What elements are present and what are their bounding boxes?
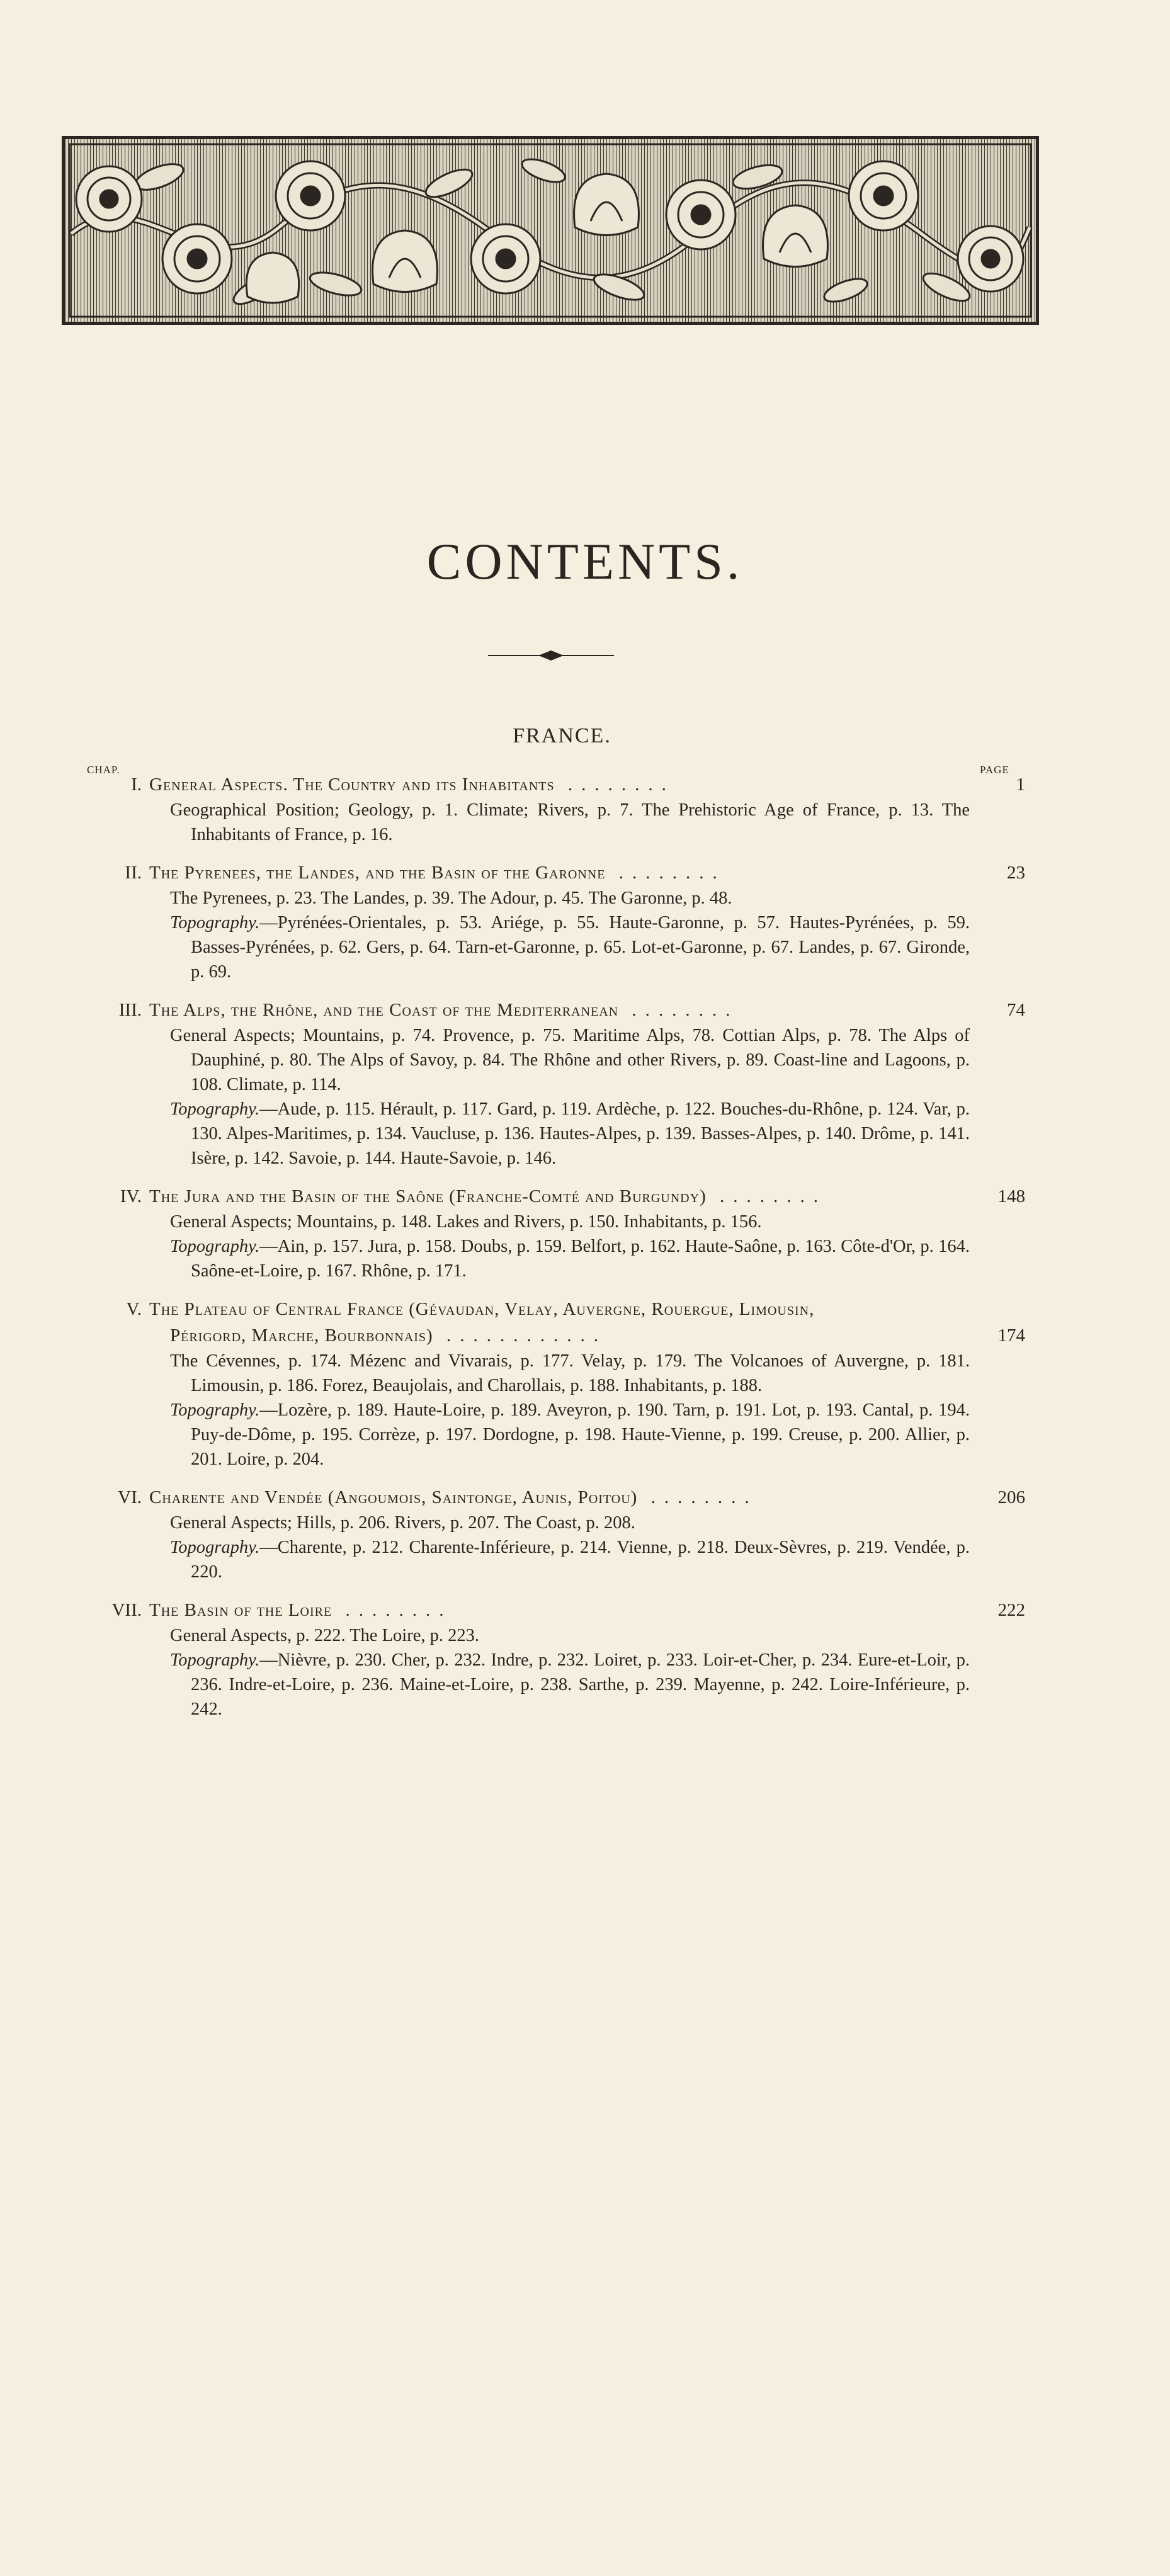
- chapter-heading-continued: [170, 1322, 607, 1349]
- chapter-heading-row: [69, 1296, 1025, 1322]
- chapter-page-number: 222: [997, 1600, 1025, 1620]
- toc-entry: [69, 1296, 1025, 1472]
- chapter-heading-row: [69, 1484, 1025, 1511]
- toc-entry: [69, 1183, 1025, 1283]
- table-of-contents: [69, 771, 1025, 1734]
- chapter-heading-continued-row: [69, 1322, 1025, 1349]
- toc-entry: [69, 771, 1025, 847]
- chapter-number: VII.: [111, 1600, 142, 1620]
- chapter-heading: [149, 1296, 814, 1322]
- chapter-heading-text: The Pyrenees, the Landes, and the Basin of the Garonne: [149, 863, 606, 883]
- leader-dots: ........: [605, 863, 726, 883]
- contents-text: General Aspects; Mountains, p. 148. Lakes and Rivers, p. 150. Inhabitants, p. 156.: [170, 1212, 762, 1232]
- chapter-heading: [149, 1183, 827, 1210]
- chapter-page-number: 206: [997, 1487, 1025, 1507]
- contents-text: —Pyrénées-Orientales, p. 53. Ariége, p. 55. Haute-Garonne, p. 57. Hautes-Pyrénées, p. 59. Basses-Pyrénées, p. 62. Gers, p. 64. Tarn-et-Garonne, p. 65. Lot-et-Garonne, p. 67. Landes, p. 67. Gironde, p. 69.: [191, 913, 970, 982]
- topography-label: Topography.: [170, 913, 260, 933]
- contents-paragraph: [170, 911, 970, 984]
- chapter-contents: [149, 886, 970, 984]
- chapter-heading-text: The Jura and the Basin of the Saône (Franche-Comté and Burgundy): [149, 1186, 707, 1206]
- chapter-number: III.: [118, 1000, 142, 1020]
- chapter-number: I.: [131, 775, 142, 795]
- floral-banner: [62, 136, 1039, 325]
- contents-text: General Aspects, p. 222. The Loire, p. 223.: [170, 1626, 479, 1645]
- chapter-heading-row: [69, 997, 1025, 1023]
- contents-paragraph: [170, 1097, 970, 1171]
- contents-text: —Lozère, p. 189. Haute-Loire, p. 189. Aveyron, p. 190. Tarn, p. 191. Lot, p. 193. Cantal, p. 194. Puy-de-Dôme, p. 195. Corrèze, p. 197. Dordogne, p. 198. Haute-Vienne, p. 199. Creuse, p. 200. Allier, p. 201. Loire, p. 204.: [191, 1400, 970, 1469]
- contents-text: —Ain, p. 157. Jura, p. 158. Doubs, p. 159. Belfort, p. 162. Haute-Saône, p. 163. Côte-d'Or, p. 164. Saône-et-Loire, p. 167. Rhône, p. 171.: [191, 1237, 970, 1281]
- chapter-heading-text: Charente and Vendée (Angoumois, Saintonge, Aunis, Poitou): [149, 1487, 638, 1507]
- contents-paragraph: [170, 1349, 970, 1398]
- topography-label: Topography.: [170, 1650, 260, 1670]
- chapter-contents: [149, 798, 970, 847]
- topography-label: Topography.: [170, 1237, 260, 1256]
- chapter-heading-row: [69, 771, 1025, 798]
- contents-text: The Pyrenees, p. 23. The Landes, p. 39. The Adour, p. 45. The Garonne, p. 48.: [170, 888, 732, 908]
- leader-dots: ........: [554, 775, 675, 795]
- leader-dots: ........: [637, 1487, 758, 1507]
- contents-paragraph: [170, 1023, 970, 1097]
- chapter-heading-text: The Alps, the Rhône, and the Coast of the Mediterranean: [149, 1000, 619, 1020]
- toc-entry: [69, 997, 1025, 1171]
- contents-text: —Charente, p. 212. Charente-Inférieure, p. 214. Vienne, p. 218. Deux-Sèvres, p. 219. Vendée, p. 220.: [191, 1538, 970, 1582]
- chapter-contents: [149, 1623, 970, 1722]
- topography-label: Topography.: [170, 1400, 260, 1420]
- chapter-heading-text: The Basin of the Loire: [149, 1600, 332, 1620]
- chap-column-label: CHAP.: [87, 764, 120, 776]
- chapter-contents: [149, 1210, 970, 1283]
- chapter-heading-row: [69, 860, 1025, 886]
- chapter-heading: [149, 1484, 758, 1511]
- chapter-heading: [149, 997, 739, 1023]
- chapter-heading: [149, 1597, 452, 1623]
- contents-paragraph: [170, 1535, 970, 1584]
- leader-dots: ........: [706, 1186, 827, 1206]
- chapter-number: IV.: [120, 1186, 142, 1206]
- chapter-page-number: 74: [1007, 1000, 1025, 1020]
- section-heading: FRANCE.: [513, 724, 611, 747]
- chapter-heading-row: [69, 1183, 1025, 1210]
- chapter-heading-text: General Aspects. The Country and its Inhabitants: [149, 775, 555, 795]
- chapter-contents: [149, 1511, 970, 1584]
- contents-text: The Cévennes, p. 174. Mézenc and Vivarais, p. 177. Velay, p. 179. The Volcanoes of Auvergne, p. 181. Limousin, p. 186. Forez, Beaujolais, and Charollais, p. 188. Inhabitants, p. 188.: [170, 1351, 970, 1395]
- diamond-rule-icon: [488, 649, 614, 662]
- contents-text: General Aspects; Hills, p. 206. Rivers, p. 207. The Coast, p. 208.: [170, 1513, 635, 1533]
- chapter-page-number: 148: [997, 1186, 1025, 1206]
- contents-paragraph: [170, 1398, 970, 1472]
- page-title: CONTENTS.: [426, 533, 744, 590]
- contents-text: —Nièvre, p. 230. Cher, p. 232. Indre, p. 232. Loiret, p. 233. Loir-et-Cher, p. 234. Eure-et-Loir, p. 236. Indre-et-Loire, p. 236. Maine-et-Loire, p. 238. Sarthe, p. 239. Mayenne, p. 242. Loire-Inférieure, p. 242.: [191, 1650, 970, 1719]
- chapter-number: V.: [126, 1299, 142, 1319]
- topography-label: Topography.: [170, 1538, 260, 1557]
- chapter-heading-text: The Plateau of Central France (Gévaudan, Velay, Auvergne, Rouergue, Limousin,: [149, 1299, 815, 1319]
- toc-entry: [69, 1484, 1025, 1584]
- page-column-label: PAGE: [980, 764, 1009, 776]
- chapter-heading-row: [69, 1597, 1025, 1623]
- leader-dots: ........: [332, 1600, 453, 1620]
- leader-dots: ........: [618, 1000, 739, 1020]
- contents-text: Geographical Position; Geology, p. 1. Climate; Rivers, p. 7. The Prehistoric Age of France, p. 13. The Inhabitants of France, p. 16.: [170, 800, 970, 844]
- contents-paragraph: [170, 1234, 970, 1283]
- chapter-heading-text-2: Périgord, Marche, Bourbonnais): [170, 1325, 433, 1346]
- contents-paragraph: [170, 1210, 970, 1234]
- floral-ornament-icon: [65, 139, 1036, 322]
- leader-dots: ............: [433, 1325, 607, 1346]
- toc-entry: [69, 860, 1025, 984]
- contents-text: —Aude, p. 115. Hérault, p. 117. Gard, p. 119. Ardèche, p. 122. Bouches-du-Rhône, p. 124. Var, p. 130. Alpes-Maritimes, p. 134. Vaucluse, p. 136. Hautes-Alpes, p. 139. Basses-Alpes, p. 140. Drôme, p. 141. Isère, p. 142. Savoie, p. 144. Haute-Savoie, p. 146.: [191, 1099, 970, 1168]
- chapter-page-number: 174: [997, 1325, 1025, 1346]
- chapter-number: VI.: [118, 1487, 142, 1507]
- chapter-page-number: 23: [1007, 863, 1025, 883]
- topography-label: Topography.: [170, 1099, 260, 1119]
- chapter-heading: [149, 771, 675, 798]
- contents-paragraph: [170, 886, 970, 911]
- contents-paragraph: [170, 1648, 970, 1722]
- contents-paragraph: [170, 798, 970, 847]
- contents-text: General Aspects; Mountains, p. 74. Provence, p. 75. Maritime Alps, 78. Cottian Alps, p. 78. The Alps of Dauphiné, p. 80. The Alps of Savoy, p. 84. The Rhône and other Rivers, p. 89. Coast-line and Lagoons, p. 108. Climate, p. 114.: [170, 1026, 970, 1094]
- toc-entry: [69, 1597, 1025, 1722]
- chapter-contents: [149, 1023, 970, 1171]
- chapter-contents: [149, 1349, 970, 1472]
- chapter-number: II.: [125, 863, 142, 883]
- contents-paragraph: [170, 1623, 970, 1648]
- contents-paragraph: [170, 1511, 970, 1535]
- chapter-heading: [149, 860, 726, 886]
- chapter-page-number: 1: [1016, 775, 1025, 795]
